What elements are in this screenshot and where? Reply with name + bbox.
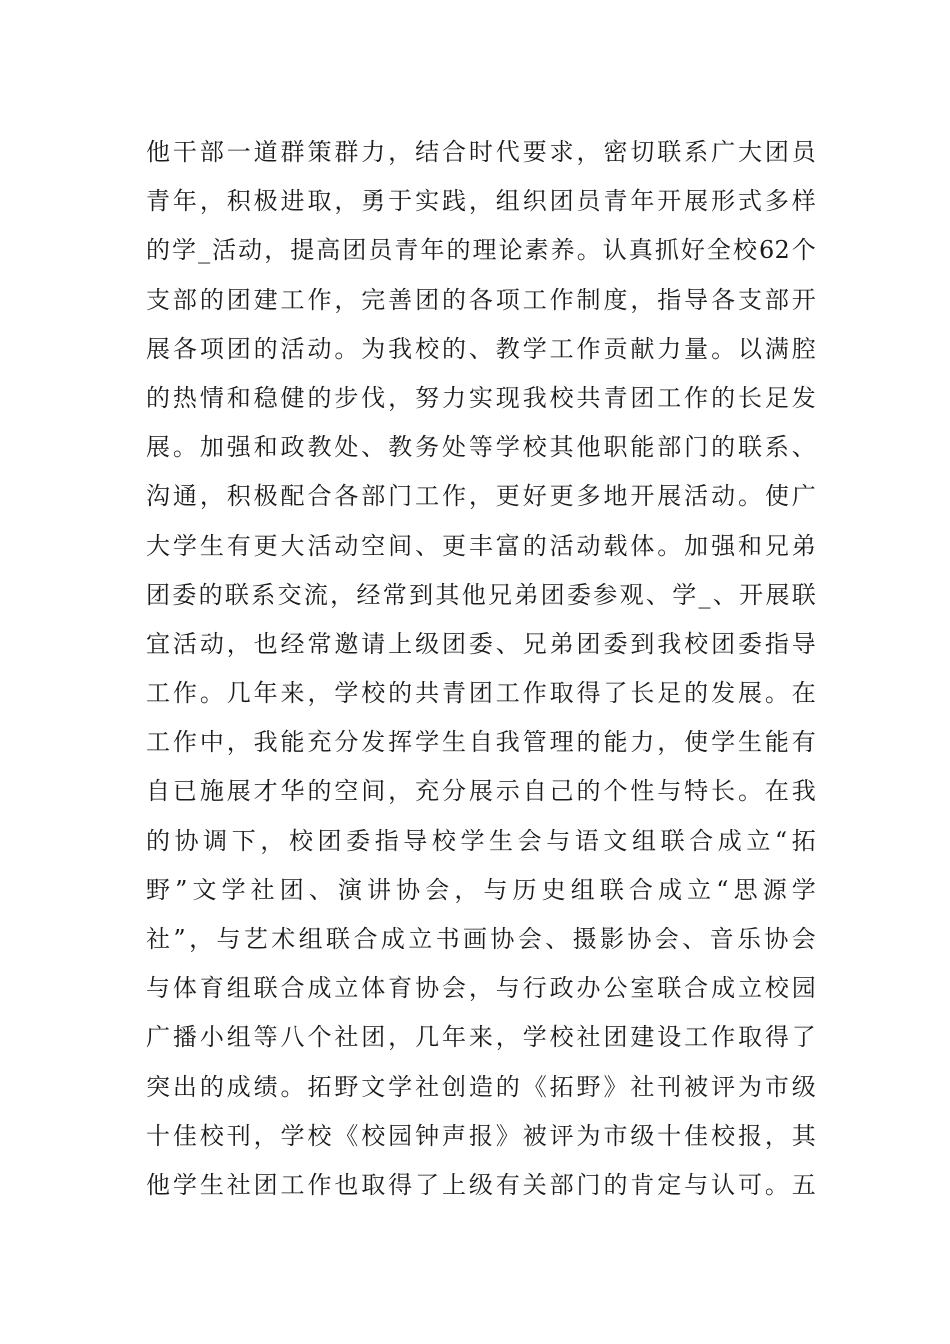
text-line: 他干部一道群策群力，结合时代要求，密切联系广大团员: [146, 138, 816, 166]
text-line: 他学生社团工作也取得了上级有关部门的肯定与认可。五: [146, 1170, 816, 1199]
text-line: 野”文学社团、演讲协会，与历史组联合成立“思源学: [146, 875, 816, 904]
text-line: 沟通，积极配合各部门工作，更好更多地开展活动。使广: [146, 482, 816, 511]
text-line: 团委的联系交流，经常到其他兄弟团委参观、学_、开展联: [146, 580, 816, 609]
body-paragraph: [146, 128, 816, 1210]
text-line: 社”，与艺术组联合成立书画协会、摄影协会、音乐协会: [146, 925, 816, 953]
text-line: 突出的成绩。拓野文学社创造的《拓野》社刊被评为市级: [146, 1072, 816, 1101]
text-line: 工作中，我能充分发挥学生自我管理的能力，使学生能有: [146, 728, 816, 757]
text-line: 的热情和稳健的步伐，努力实现我校共青团工作的长足发: [146, 383, 816, 412]
text-line: 青年，积极进取，勇于实践，组织团员青年开展形式多样: [146, 187, 816, 216]
text-line: 的协调下，校团委指导校学生会与语文组联合成立“拓: [146, 826, 816, 855]
text-line: 十佳校刊，学校《校园钟声报》被评为市级十佳校报，其: [146, 1121, 816, 1150]
text-line: 展各项团的活动。为我校的、教学工作贡献力量。以满腔: [146, 334, 816, 363]
text-line: 宜活动，也经常邀请上级团委、兄弟团委到我校团委指导: [146, 629, 816, 658]
text-line: 展。加强和政教处、教务处等学校其他职能部门的联系、: [146, 433, 816, 462]
text-line: 大学生有更大活动空间、更丰富的活动载体。加强和兄弟: [146, 531, 816, 560]
text-line: 工作。几年来，学校的共青团工作取得了长足的发展。在: [146, 679, 816, 708]
text-line: 自已施展才华的空间，充分展示自己的个性与特长。在我: [146, 777, 816, 806]
text-line: 的学_活动，提高团员青年的理论素养。认真抓好全校62个: [146, 236, 816, 265]
text-line: 与体育组联合成立体育协会，与行政办公室联合成立校园: [146, 974, 816, 1003]
text-line: 支部的团建工作，完善团的各项工作制度，指导各支部开: [146, 285, 816, 314]
text-line: 广播小组等八个社团，几年来，学校社团建设工作取得了: [146, 1023, 816, 1052]
